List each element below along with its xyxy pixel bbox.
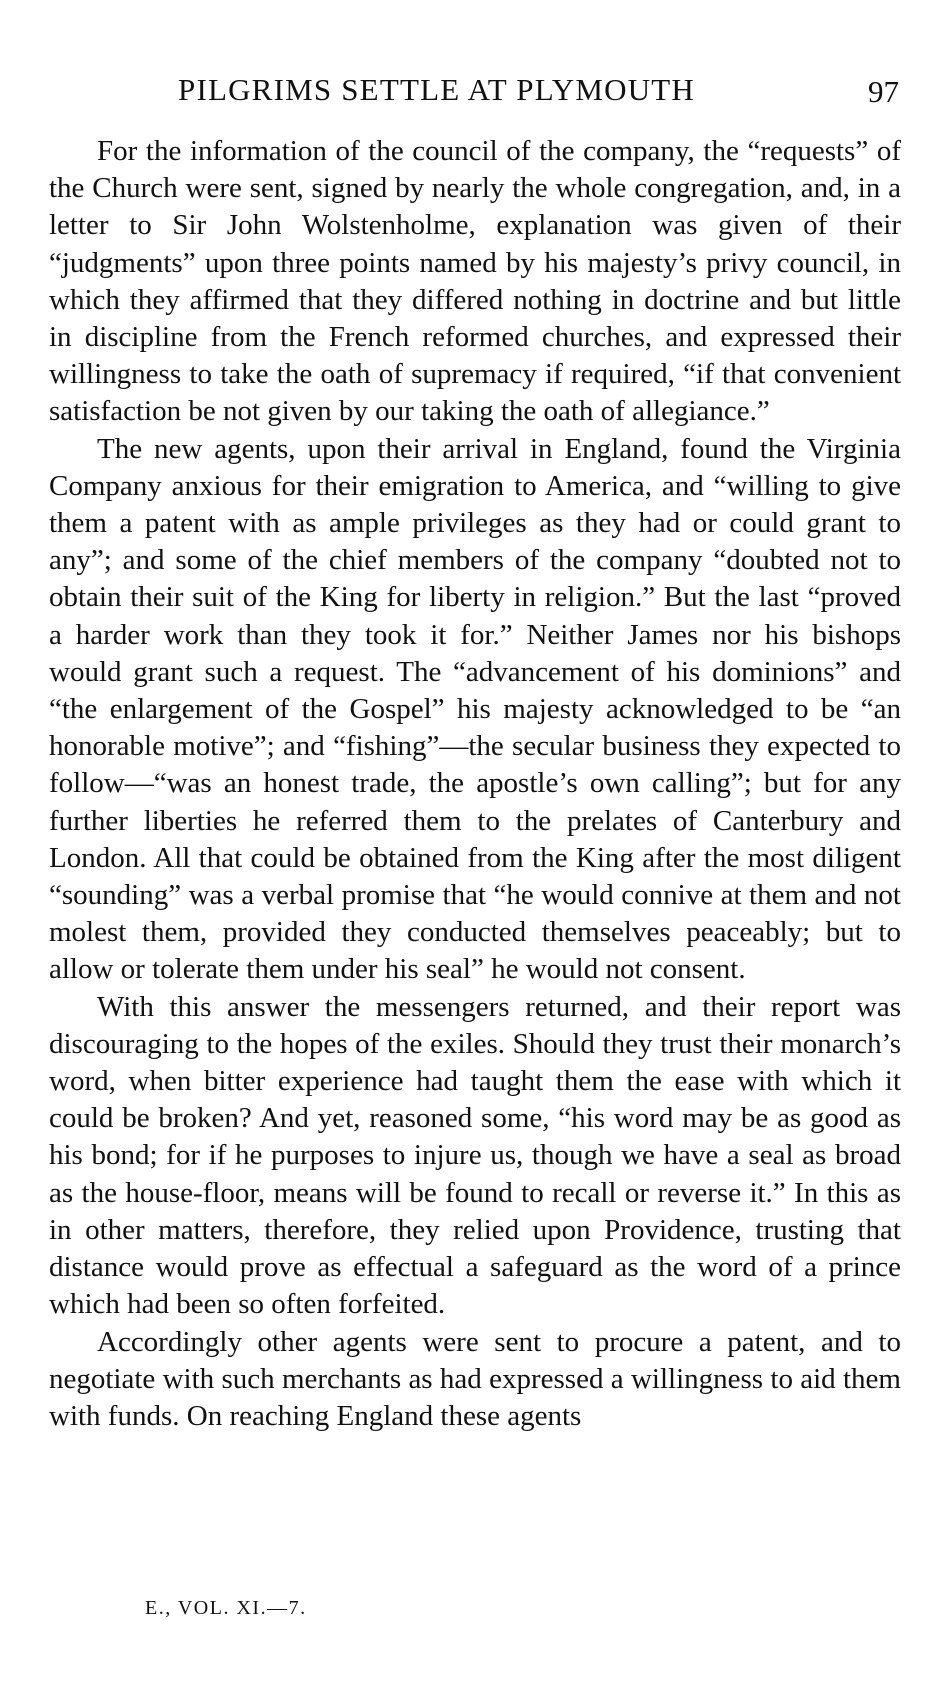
paragraph-council-requests: For the information of the council of the company, the “requests” of the Church were sent, signed by nearly the whole congregation, and, in a letter to Sir John Wolstenholme, explanation was given of their “judgments” upon three points named by his majesty’s privy council, in which they affirmed that they differed nothing in doctrine and but little in discipline from the French reformed churches, and expressed their willingness to take the oath of supremacy if required, “if that convenient satisfaction be not given by our taking the oath of allegiance.”	[49, 135, 901, 428]
page-number: 97	[868, 74, 899, 109]
body-text	[49, 133, 901, 1435]
paragraph-new-agents: The new agents, upon their arrival in England, found the Virginia Company anxious for their emigration to America, and “willing to give them a patent with as ample privileges as they had or could grant to any”; and some of the chief members of the company “doubted not to obtain their suit of the King for liberty in religion.” But the last “proved a harder work than they took it for.” Neither James nor his bishops would grant such a request. The “advancement of his dominions” and “the enlargement of the Gospel” his majesty acknowledged to be “an honorable motive”; and “fishing”—the secular business they expected to follow—“was an honest trade, the apostle’s own calling”; but for any further liberties he referred them to the prelates of Canterbury and London. All that could be obtained from the King after the most diligent “sounding” was a verbal promise that “he would connive at them and not molest them, provided they conducted themselves peaceably; but to allow or tolerate them under his seal” he would not consent.	[49, 432, 901, 986]
running-head-title: PILGRIMS SETTLE AT PLYMOUTH	[178, 72, 696, 107]
running-head	[0, 72, 950, 112]
signature-mark: E., VOL. XI.—7.	[145, 1597, 307, 1619]
paragraph-other-agents: Accordingly other agents were sent to procure a patent, and to negotiate with such merchants as had expressed a willingness to aid them with funds. On reaching England these agents	[49, 1325, 901, 1432]
paragraph-messengers-returned: With this answer the messengers returned, and their report was discouraging to the hopes of the exiles. Should they trust their monarch’s word, when bitter experience had taught them the ease with which it could be broken? And yet, reasoned some, “his word may be as good as his bond; for if he purposes to injure us, though we have a seal as broad as the house-floor, means will be found to recall or reverse it.” In this as in other matters, therefore, they relied upon Providence, trusting that distance would prove as effectual a safeguard as the word of a prince which had been so often forfeited.	[49, 990, 901, 1321]
